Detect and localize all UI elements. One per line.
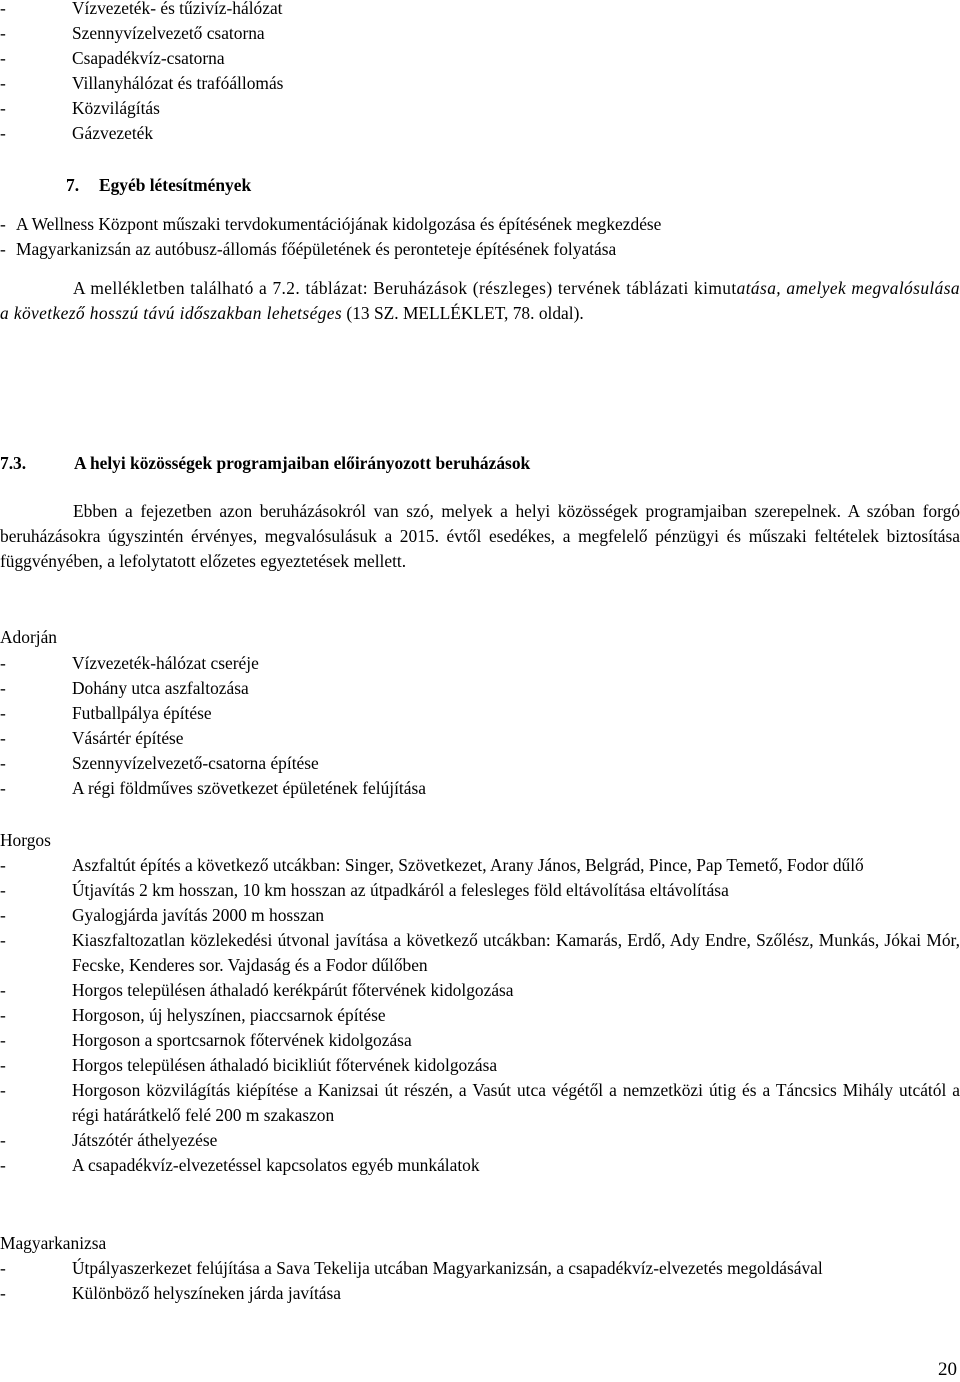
- list-item: - Horgoson közvilágítás kiépítése a Kanizsai út részén, a Vasút utca végétől a nemzetközi útig és a Táncsics Mihály utcától a régi határátkelő felé 200 m szakaszon: [0, 1080, 960, 1125]
- list-item: - Csapadékvíz-csatorna: [0, 48, 225, 68]
- list-item: - A Wellness Központ műszaki tervdokumentációjának kidolgozása és építésének megkezdése: [0, 214, 662, 234]
- list-item: - Futballpálya építése: [0, 703, 212, 723]
- list-item-text: Horgoson a sportcsarnok főtervének kidolgozása: [72, 1030, 412, 1050]
- annex-reference: (13 SZ. MELLÉKLET, 78. oldal).: [342, 303, 584, 323]
- list-item-text: Vízvezeték-hálózat cseréje: [72, 653, 259, 673]
- list-item-text: Szennyvízelvezető csatorna: [72, 23, 265, 43]
- list-item: - Horgoson, új helyszínen, piaccsarnok építése: [0, 1005, 386, 1025]
- annex-paragraph: [0, 276, 960, 326]
- list-item-text: Közvilágítás: [72, 98, 160, 118]
- magyarkanizsa-list: [0, 1256, 960, 1306]
- list-item-text: Villanyhálózat és trafóállomás: [72, 73, 284, 93]
- list-item-text: Horgoson közvilágítás kiépítése a Kanizsai út részén, a Vasút utca végétől a nemzetközi útig és a Táncsics Mihály utcától a régi határátkelő felé 200 m szakaszon: [72, 1080, 960, 1125]
- list-item-text: Gázvezeték: [72, 123, 154, 143]
- list-item-text: Gyalogjárda javítás 2000 m hosszan: [72, 905, 325, 925]
- list-item: - Kiaszfaltozatlan közlekedési útvonal javítása a következő utcákban: Kamarás, Erdő, Ady Endre, Szőlész, Munkás, Jókai Mór, Fecske, Kenderes sor. Vajdaság és a Fodor dűlőben: [0, 930, 960, 975]
- list-item: - Útjavítás 2 km hosszan, 10 km hosszan az útpadkáról a felesleges föld eltávolítása eltávolítása: [0, 880, 729, 900]
- location-heading-adorjan: Adorján: [0, 627, 57, 647]
- section-title: Egyéb létesítmények: [99, 175, 252, 195]
- list-item: - Magyarkanizsán az autóbusz-állomás főépületének és peronteteje építésének folyatása: [0, 239, 617, 259]
- list-item: - Horgos településen áthaladó bicikliút főtervének kidolgozása: [0, 1055, 498, 1075]
- horgos-list: [0, 853, 960, 1178]
- list-item: - Villanyhálózat és trafóállomás: [0, 73, 284, 93]
- list-item-text: Horgoson, új helyszínen, piaccsarnok építése: [72, 1005, 386, 1025]
- list-item: - Gázvezeték: [0, 123, 154, 143]
- list-item-text: A régi földműves szövetkezet épületének felújítása: [72, 778, 426, 798]
- list-item: - Szennyvízelvezető-csatorna építése: [0, 753, 319, 773]
- list-item: - A régi földműves szövetkezet épületének felújítása: [0, 778, 426, 798]
- list-item: - Vízvezeték- és tűzivíz-hálózat: [0, 0, 283, 18]
- list-item-text: Aszfaltút építés a következő utcákban: Singer, Szövetkezet, Arany János, Belgrád, Pince, Pap Temető, Fodor dűlő: [72, 855, 864, 875]
- list-item: - Vásártér építése: [0, 728, 184, 748]
- list-item-text: Magyarkanizsán az autóbusz-állomás főépületének és peronteteje építésének folyatása: [16, 239, 617, 259]
- annex-text-italic: atása, amelyek megvalósulása a következő hosszú távú időszakban lehetséges: [0, 278, 960, 323]
- location-heading-horgos: Horgos: [0, 830, 51, 850]
- list-item-text: Horgos településen áthaladó bicikliút főtervének kidolgozása: [72, 1055, 498, 1075]
- list-item: - Különböző helyszíneken járda javítása: [0, 1283, 341, 1303]
- list-item-text: A csapadékvíz-elvezetéssel kapcsolatos egyéb munkálatok: [72, 1155, 480, 1175]
- list-item: - Horgoson a sportcsarnok főtervének kidolgozása: [0, 1030, 412, 1050]
- list-item: - A csapadékvíz-elvezetéssel kapcsolatos egyéb munkálatok: [0, 1155, 480, 1175]
- list-item: - Szennyvízelvezető csatorna: [0, 23, 265, 43]
- adorjan-list: [0, 651, 960, 801]
- list-item-text: Kiaszfaltozatlan közlekedési útvonal javítása a következő utcákban: Kamarás, Erdő, Ady Endre, Szőlész, Munkás, Jókai Mór, Fecske, Kenderes sor. Vajdaság és a Fodor dűlőben: [72, 930, 960, 975]
- list-item-text: Szennyvízelvezető-csatorna építése: [72, 753, 319, 773]
- list-item-text: Futballpálya építése: [72, 703, 212, 723]
- intro-paragraph: Ebben a fejezetben azon beruházásokról van szó, melyek a helyi közösségek programjaiban szerepelnek. A szóban forgó beruházásokra úgyszintén érvényes, megvalósulásuk a 2015. évtől esedékes, a megfelelő pénzügyi és műszaki feltételek biztosítása függvényében, a lefolytatott előzetes egyeztetések mellett.: [0, 501, 960, 571]
- list-item-text: Játszótér áthelyezése: [72, 1130, 218, 1150]
- list-item-text: Csapadékvíz-csatorna: [72, 48, 225, 68]
- section-number: 7.3.: [0, 453, 27, 473]
- list-item-text: Horgos településen áthaladó kerékpárút főtervének kidolgozása: [72, 980, 514, 1000]
- utility-list: [0, 0, 960, 146]
- list-item-text: Különböző helyszíneken járda javítása: [72, 1283, 341, 1303]
- list-item-text: Vásártér építése: [72, 728, 184, 748]
- location-heading-magyarkanizsa: Magyarkanizsa: [0, 1233, 107, 1253]
- list-item: - Vízvezeték-hálózat cseréje: [0, 653, 259, 673]
- list-item-text: A Wellness Központ műszaki tervdokumentációjának kidolgozása és építésének megkezdése: [16, 214, 662, 234]
- facilities-list: [0, 212, 960, 262]
- annex-text: A mellékletben található a 7.2. táblázat: Beruházások (részleges) tervének táblázati kimut: [73, 278, 737, 298]
- list-item-text: Dohány utca aszfaltozása: [72, 678, 249, 698]
- list-item: - Gyalogjárda javítás 2000 m hosszan: [0, 905, 325, 925]
- list-item: - Horgos településen áthaladó kerékpárút főtervének kidolgozása: [0, 980, 514, 1000]
- list-item: - Dohány utca aszfaltozása: [0, 678, 249, 698]
- list-item-text: Útjavítás 2 km hosszan, 10 km hosszan az útpadkáról a felesleges föld eltávolítása eltávolítása: [72, 880, 729, 900]
- list-item-text: Vízvezeték- és tűzivíz-hálózat: [72, 0, 283, 18]
- section-number: 7.: [66, 175, 80, 195]
- list-item: - Játszótér áthelyezése: [0, 1130, 218, 1150]
- page-number: 20: [938, 1359, 957, 1380]
- section-title: A helyi közösségek programjaiban előirányozott beruházások: [74, 453, 531, 473]
- list-item: - Útpályaszerkezet felújítása a Sava Tekelija utcában Magyarkanizsán, a csapadékvíz-elvezetés megoldásával: [0, 1258, 823, 1278]
- list-item: - Aszfaltút építés a következő utcákban: Singer, Szövetkezet, Arany János, Belgrád, Pince, Pap Temető, Fodor dűlő: [0, 855, 864, 875]
- list-item: - Közvilágítás: [0, 98, 160, 118]
- list-item-text: Útpályaszerkezet felújítása a Sava Tekelija utcában Magyarkanizsán, a csapadékvíz-elvezetés megoldásával: [72, 1258, 823, 1278]
